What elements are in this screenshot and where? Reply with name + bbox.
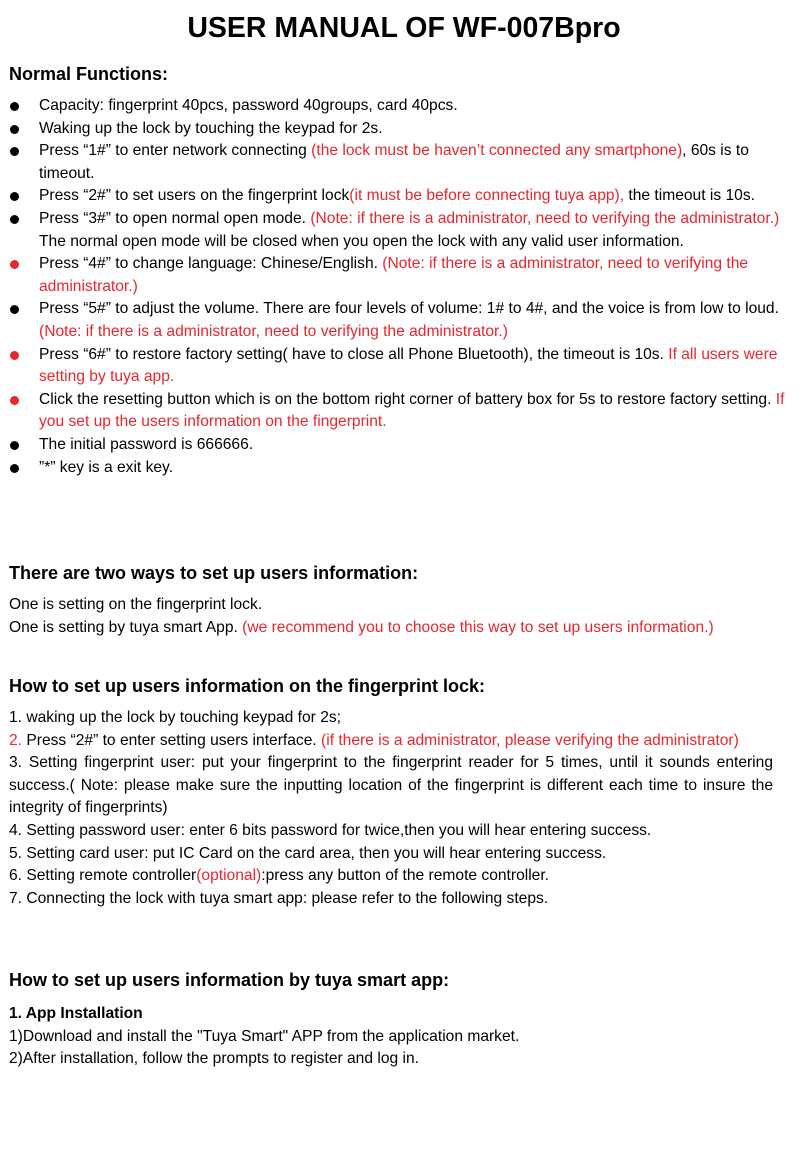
list-item: Press “2#” to set users on the fingerprint lock(it must be before connecting tuya app), the timeout is 10s. xyxy=(0,185,790,208)
two-ways-line-1: One is setting on the fingerprint lock. xyxy=(9,596,263,613)
list-item: Press “3#” to open normal open mode. (Note: if there is a administrator, need to verifying the administrator.) The normal open mode will be closed when you open the lock with any valid user information. xyxy=(0,208,790,253)
step-7: 7. Connecting the lock with tuya smart app: please refer to the following steps. xyxy=(9,889,549,907)
red-bullet-icon xyxy=(10,260,19,269)
step-1: 1. waking up the lock by touching keypad for 2s; xyxy=(9,709,341,726)
two-ways-line-2: One is setting by tuya smart App. (we recommend you to choose this way to set up users information.) xyxy=(9,618,714,636)
step-4: 4. Setting password user: enter 6 bits password for twice,then you will hear entering success. xyxy=(9,821,652,839)
list-item: Click the resetting button which is on the bottom right corner of battery box for 5s to restore factory setting. If you set up the users information on the fingerprint. xyxy=(0,389,790,434)
bullet-icon xyxy=(10,147,19,156)
red-bullet-icon xyxy=(10,396,19,405)
list-item: Press “4#” to change language: Chinese/English. (Note: if there is a administrator, need to verifying the administrator.) xyxy=(0,253,790,298)
bullet-icon xyxy=(10,305,19,314)
bullet-icon xyxy=(10,464,19,473)
on-lock-steps xyxy=(9,707,773,910)
bullet-icon xyxy=(10,441,19,450)
step-6: 6. Setting remote controller(optional):press any button of the remote controller. xyxy=(9,867,550,885)
bullet-icon xyxy=(10,102,19,111)
normal-functions-heading: Normal Functions: xyxy=(9,64,169,84)
step-2: 2. Press “2#” to enter setting users interface. (if there is a administrator, please verifying the administrator) xyxy=(9,731,739,749)
document-title: USER MANUAL OF WF-007Bpro xyxy=(187,12,621,44)
list-item: Press “1#” to enter network connecting (the lock must be haven’t connected any smartphone), 60s is to timeout. xyxy=(0,140,790,185)
app-install-line-2: 2)After installation, follow the prompts to register and log in. xyxy=(9,1050,419,1068)
list-item: The initial password is 666666. xyxy=(0,434,790,457)
on-lock-heading: How to set up users information on the fingerprint lock: xyxy=(9,676,486,696)
list-item: ”*” key is a exit key. xyxy=(0,457,790,480)
bullet-icon xyxy=(10,215,19,224)
app-installation-subheading: 1. App Installation xyxy=(9,1005,143,1022)
by-app-text xyxy=(9,1003,773,1071)
two-ways-heading: There are two ways to set up users information: xyxy=(9,563,419,583)
step-5: 5. Setting card user: put IC Card on the card area, then you will hear entering success. xyxy=(9,844,607,862)
list-item: Capacity: fingerprint 40pcs, password 40groups, card 40pcs. xyxy=(0,95,790,118)
normal-functions-list xyxy=(0,95,790,479)
list-item: Press “6#” to restore factory setting( have to close all Phone Bluetooth), the timeout is 10s. If all users were setting by tuya app. xyxy=(0,344,790,389)
app-install-line-1: 1)Download and install the "Tuya Smart" APP from the application market. xyxy=(9,1027,520,1045)
list-item: Press “5#” to adjust the volume. There are four levels of volume: 1# to 4#, and the voice is from low to loud. (Note: if there is a administrator, need to verifying the administrator.) xyxy=(0,298,790,343)
bullet-icon xyxy=(10,125,19,134)
step-3: 3. Setting fingerprint user: put your fingerprint to the fingerprint reader for 5 times, until it sounds entering success.( Note: please make sure the inputting location of the fingerprint is different each time to insure the integrity of fingerprints) xyxy=(9,754,773,817)
two-ways-text xyxy=(9,594,773,639)
by-app-heading: How to set up users information by tuya smart app: xyxy=(9,970,450,990)
red-bullet-icon xyxy=(10,351,19,360)
bullet-icon xyxy=(10,192,19,201)
list-item: Waking up the lock by touching the keypad for 2s. xyxy=(0,118,790,141)
